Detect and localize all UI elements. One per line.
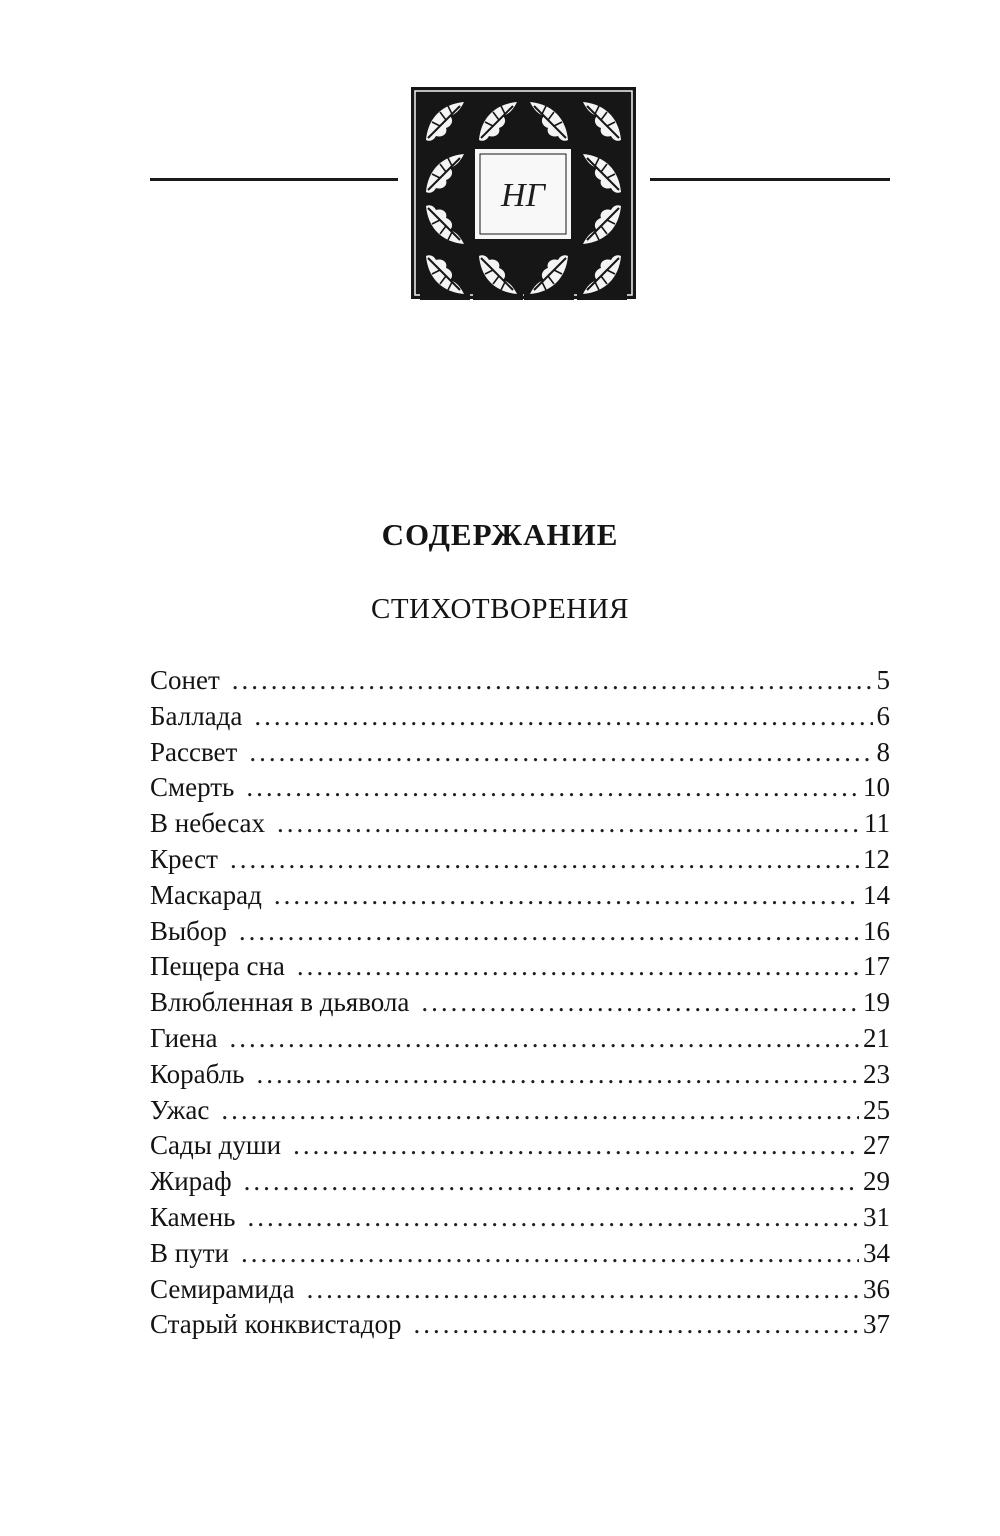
toc-page-number: 19	[863, 987, 890, 1018]
toc-leader	[274, 878, 859, 914]
toc-leader	[257, 1057, 860, 1093]
toc-title: Баллада	[150, 700, 243, 731]
toc-entry[interactable]	[150, 1164, 890, 1200]
toc-page-number: 10	[863, 772, 890, 803]
toc-title: В пути	[150, 1237, 229, 1268]
toc-entry[interactable]	[150, 770, 890, 806]
toc-title: Влюбленная в дьявола	[150, 987, 410, 1018]
toc-leader	[293, 1128, 859, 1164]
toc-title: Корабль	[150, 1058, 245, 1089]
toc-page-number: 29	[863, 1166, 890, 1197]
toc-title: Пещера сна	[150, 951, 285, 982]
toc-page-number: 12	[863, 843, 890, 874]
toc-page-number: 27	[863, 1130, 890, 1161]
toc-title: Выбор	[150, 915, 227, 946]
toc-page-number: 11	[864, 808, 890, 839]
toc-title: Камень	[150, 1201, 236, 1232]
right-rule	[650, 178, 890, 181]
toc-entry[interactable]	[150, 985, 890, 1021]
toc-page-number: 25	[863, 1094, 890, 1125]
toc-entry[interactable]	[150, 1307, 890, 1343]
toc-title: Семирамида	[150, 1273, 295, 1304]
toc-page-number: 23	[863, 1058, 890, 1089]
toc-page-number: 34	[863, 1237, 890, 1268]
toc-title: Сонет	[150, 665, 220, 695]
section-heading: СТИХОТВОРЕНИЯ	[371, 593, 629, 625]
toc-title: Смерть	[150, 772, 235, 803]
toc-leader	[247, 1200, 859, 1236]
toc-title: Крест	[150, 843, 218, 874]
toc-entry[interactable]	[150, 1128, 890, 1164]
toc-leader	[246, 770, 859, 806]
toc-leader	[297, 949, 859, 985]
left-rule	[150, 178, 398, 181]
toc-title: Жираф	[150, 1166, 232, 1197]
toc-page-number: 21	[863, 1022, 890, 1053]
page-heading: СОДЕРЖАНИЕ	[381, 517, 619, 552]
toc-entry[interactable]	[150, 1272, 890, 1308]
toc-leader	[229, 1021, 859, 1057]
toc-leader	[277, 806, 860, 842]
monogram-text: НГ	[501, 177, 545, 214]
toc-title: Ужас	[150, 1094, 210, 1125]
table-of-contents	[150, 663, 890, 1343]
toc-title: Старый конквистадор	[150, 1309, 402, 1340]
toc-entry[interactable]	[150, 842, 890, 878]
toc-entry[interactable]	[150, 663, 890, 699]
toc-entry[interactable]	[150, 1200, 890, 1236]
toc-leader	[230, 842, 859, 878]
toc-leader	[421, 985, 859, 1021]
toc-page-number: 8	[876, 736, 890, 767]
toc-entry[interactable]	[150, 1057, 890, 1093]
toc-page-number: 5	[876, 665, 890, 695]
toc-entry[interactable]	[150, 735, 890, 771]
toc-entry[interactable]	[150, 1236, 890, 1272]
toc-title: В небесах	[150, 808, 266, 839]
toc-entry[interactable]	[150, 949, 890, 985]
toc-title: Рассвет	[150, 736, 238, 767]
toc-page-number: 6	[876, 700, 890, 731]
toc-entry[interactable]	[150, 1093, 890, 1129]
toc-title: Гиена	[150, 1022, 218, 1053]
toc-page-number: 17	[863, 951, 890, 982]
toc-title: Маскарад	[150, 879, 262, 910]
toc-leader	[307, 1272, 859, 1308]
toc-entry[interactable]	[150, 699, 890, 735]
toc-leader	[239, 914, 859, 950]
toc-leader	[244, 1164, 859, 1200]
toc-leader	[249, 735, 872, 771]
toc-page-number: 14	[863, 879, 890, 910]
toc-entry[interactable]	[150, 878, 890, 914]
toc-leader	[232, 663, 873, 699]
toc-entry[interactable]	[150, 806, 890, 842]
toc-leader	[413, 1307, 859, 1343]
toc-page-number: 31	[863, 1201, 890, 1232]
toc-page-number: 36	[863, 1273, 890, 1304]
toc-page-number: 16	[863, 915, 890, 946]
toc-leader	[241, 1236, 859, 1272]
toc-page-number: 37	[863, 1309, 890, 1340]
toc-leader	[221, 1093, 859, 1129]
toc-leader	[254, 699, 872, 735]
toc-title: Сады души	[150, 1130, 282, 1161]
leaf-frame-ornament-icon	[410, 86, 637, 300]
toc-entry[interactable]	[150, 1021, 890, 1057]
toc-entry[interactable]	[150, 914, 890, 950]
